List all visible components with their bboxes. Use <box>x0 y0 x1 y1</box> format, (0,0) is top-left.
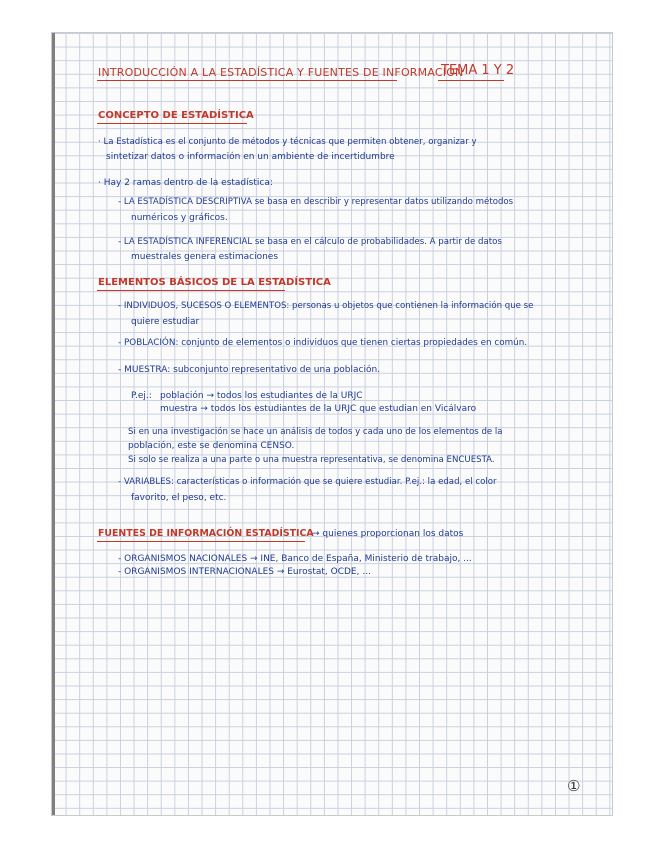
item-muestra: - MUESTRA: subconjunto representativo de una población. <box>118 365 381 375</box>
title-underline <box>97 80 397 81</box>
censo-text-1: Si en una investigación se hace un análisis de todos y cada uno de los elementos de la <box>128 427 503 437</box>
page-title: INTRODUCCIÓN A LA ESTADÍSTICA Y FUENTES DE INFORMACIÓN <box>98 66 464 79</box>
tema-underline <box>438 80 504 81</box>
encuesta-text: Si solo se realiza a una parte o una muestra representativa, se denomina ENCUESTA. <box>128 455 495 465</box>
example-label: P.ej.: <box>131 391 152 401</box>
section-heading-elementos: ELEMENTOS BÁSICOS DE LA ESTADÍSTICA <box>98 277 331 288</box>
bullet-descriptiva-1: - LA ESTADÍSTICA DESCRIPTIVA se basa en describir y representar datos utilizando métodos <box>118 197 514 207</box>
tema-label: TEMA 1 Y 2 <box>441 63 515 78</box>
organismos-nacionales: - ORGANISMOS NACIONALES → INE, Banco de España, Ministerio de trabajo, ... <box>118 554 472 564</box>
paragraph-ramas: · Hay 2 ramas dentro de la estadística: <box>98 178 273 188</box>
heading-underline <box>97 290 285 291</box>
item-individuos-1: - INDIVIDUOS, SUCESOS O ELEMENTOS: personas u objetos que contienen la información que se <box>118 301 534 311</box>
item-individuos-2: quiere estudiar <box>131 317 200 327</box>
organismos-internacionales: - ORGANISMOS INTERNACIONALES → Eurostat, OCDE, ... <box>118 567 371 577</box>
heading-underline <box>97 123 247 124</box>
bullet-descriptiva-2: numéricos y gráficos. <box>131 213 228 223</box>
bullet-inferencial-2: muestrales genera estimaciones <box>131 252 279 262</box>
section-heading-concepto: CONCEPTO DE ESTADÍSTICA <box>98 110 254 121</box>
heading-underline <box>97 541 305 542</box>
section-heading-fuentes: FUENTES DE INFORMACIÓN ESTADÍSTICA <box>98 528 314 539</box>
notebook-page <box>52 33 612 815</box>
fuentes-note: → quienes proporcionan los datos <box>312 529 464 539</box>
paragraph-definition-1: · La Estadística es el conjunto de métodos y técnicas que permiten obtener, organizar y <box>98 137 477 147</box>
item-variables-1: - VARIABLES: características o información que se quiere estudiar. P.ej.: la edad, el color <box>118 477 497 487</box>
page-number: ① <box>567 777 581 795</box>
censo-text-2: población, este se denomina CENSO. <box>128 441 295 451</box>
example-poblacion: población → todos los estudiantes de la URJC <box>160 391 363 401</box>
bullet-inferencial-1: - LA ESTADÍSTICA INFERENCIAL se basa en el cálculo de probabilidades. A partir de datos <box>118 237 502 247</box>
example-muestra: muestra → todos los estudiantes de la URJC que estudian en Vicálvaro <box>160 404 477 414</box>
paragraph-definition-2: sintetizar datos o información en un ambiente de incertidumbre <box>106 152 395 162</box>
item-poblacion: - POBLACIÓN: conjunto de elementos o individuos que tienen ciertas propiedades en común. <box>118 338 528 348</box>
item-variables-2: favorito, el peso, etc. <box>131 493 227 503</box>
page-binding-edge <box>52 33 55 815</box>
